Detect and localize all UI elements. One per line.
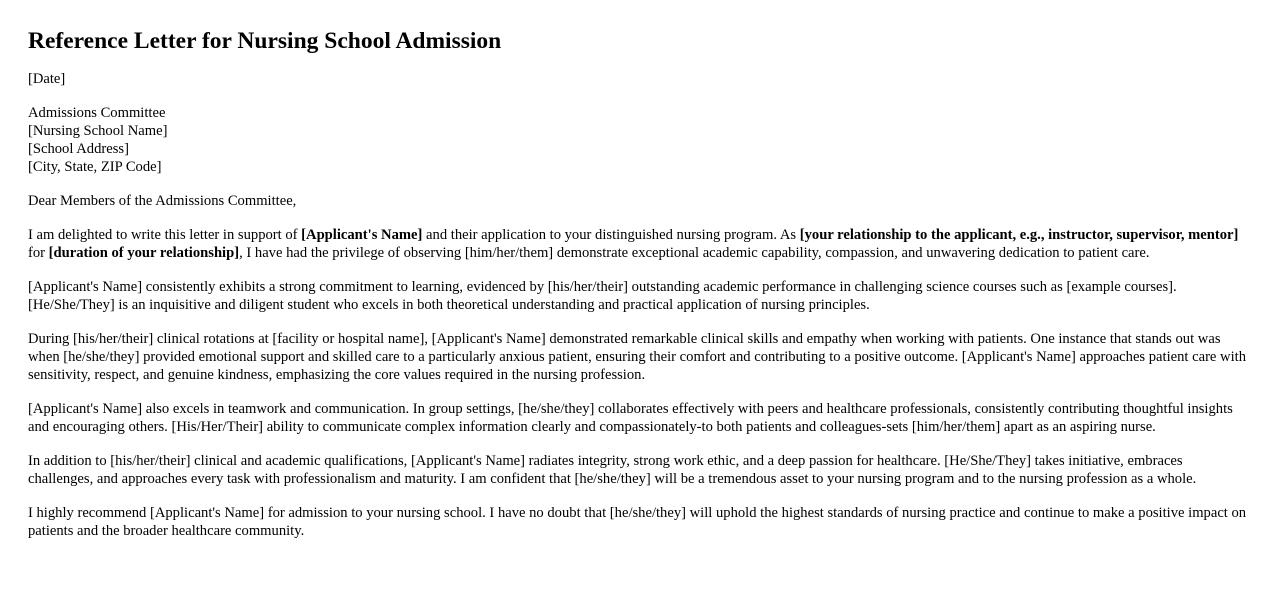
paragraph-clinical: During [his/her/their] clinical rotations at [facility or hospital name], [Applicant's Name] demonstrated remarkable clinical skills and empathy when working with patients. One instance that stands out was when [he/she/they] provided emotional support and skilled care to a particularly anxious patient, ensuring their comfort and contributing to a positive outcome. [Applicant's Name] approaches patient care with sensitivity, respect, and genuine kindness, emphasizing the core values required in the nursing profession.: [28, 331, 1247, 383]
paragraph-recommendation: I highly recommend [Applicant's Name] for admission to your nursing school. I have no doubt that [he/she/they] will uphold the highest standards of nursing practice and continue to make a positive impact on patients and the broader healthcare community.: [28, 505, 1247, 539]
intro-text: I am delighted to write this letter in support of: [28, 227, 302, 243]
paragraph-character: In addition to [his/her/their] clinical and academic qualifications, [Applicant's Name] radiates integrity, strong work ethic, and a deep passion for healthcare. [He/She/They] takes initiative, embraces challenges, and approaches every task with professionalism and maturity. I am confident that [he/she/they] will be a tremendous asset to your nursing program and to the nursing profession as a whole.: [28, 453, 1197, 487]
applicant-name-placeholder: [Applicant's Name]: [301, 227, 423, 243]
duration-placeholder: [duration of your relationship]: [48, 245, 240, 261]
paragraph-academics: [Applicant's Name] consistently exhibits a strong commitment to learning, evidenced by [his/her/their] outstanding academic performance in challenging science courses such as [example courses]. [He/She/They] is an inquisitive and diligent student who excels in both theoretical understanding and practical application of nursing principles.: [28, 279, 1177, 313]
address-line: [City, State, ZIP Code]: [28, 159, 162, 175]
paragraph-teamwork: [Applicant's Name] also excels in teamwork and communication. In group settings, [he/she/they] collaborates effectively with peers and healthcare professionals, consistently contributing thoughtful insights and encouraging others. [His/Her/Their] ability to communicate complex information clearly and compassionately-to both patients and colleagues-sets [him/her/them] apart as an aspiring nurse.: [28, 401, 1233, 435]
letter-title: Reference Letter for Nursing School Admission: [28, 28, 502, 54]
intro-text: and their application to your distinguished nursing program. As: [422, 227, 800, 243]
letter-date: [Date]: [28, 71, 66, 87]
salutation: Dear Members of the Admissions Committee,: [28, 193, 297, 209]
intro-text: , I have had the privilege of observing [him/her/them] demonstrate exceptional academic capability, compassion, and unwavering dedication to patient care.: [239, 245, 1150, 261]
paragraph-introduction: [28, 226, 1250, 262]
recipient-address: [28, 104, 1250, 176]
relationship-placeholder: [your relationship to the applicant, e.g., instructor, supervisor, mentor]: [799, 227, 1239, 243]
address-line: Admissions Committee: [28, 105, 166, 121]
address-line: [Nursing School Name]: [28, 123, 168, 139]
intro-text: for: [28, 245, 49, 261]
address-line: [School Address]: [28, 141, 129, 157]
